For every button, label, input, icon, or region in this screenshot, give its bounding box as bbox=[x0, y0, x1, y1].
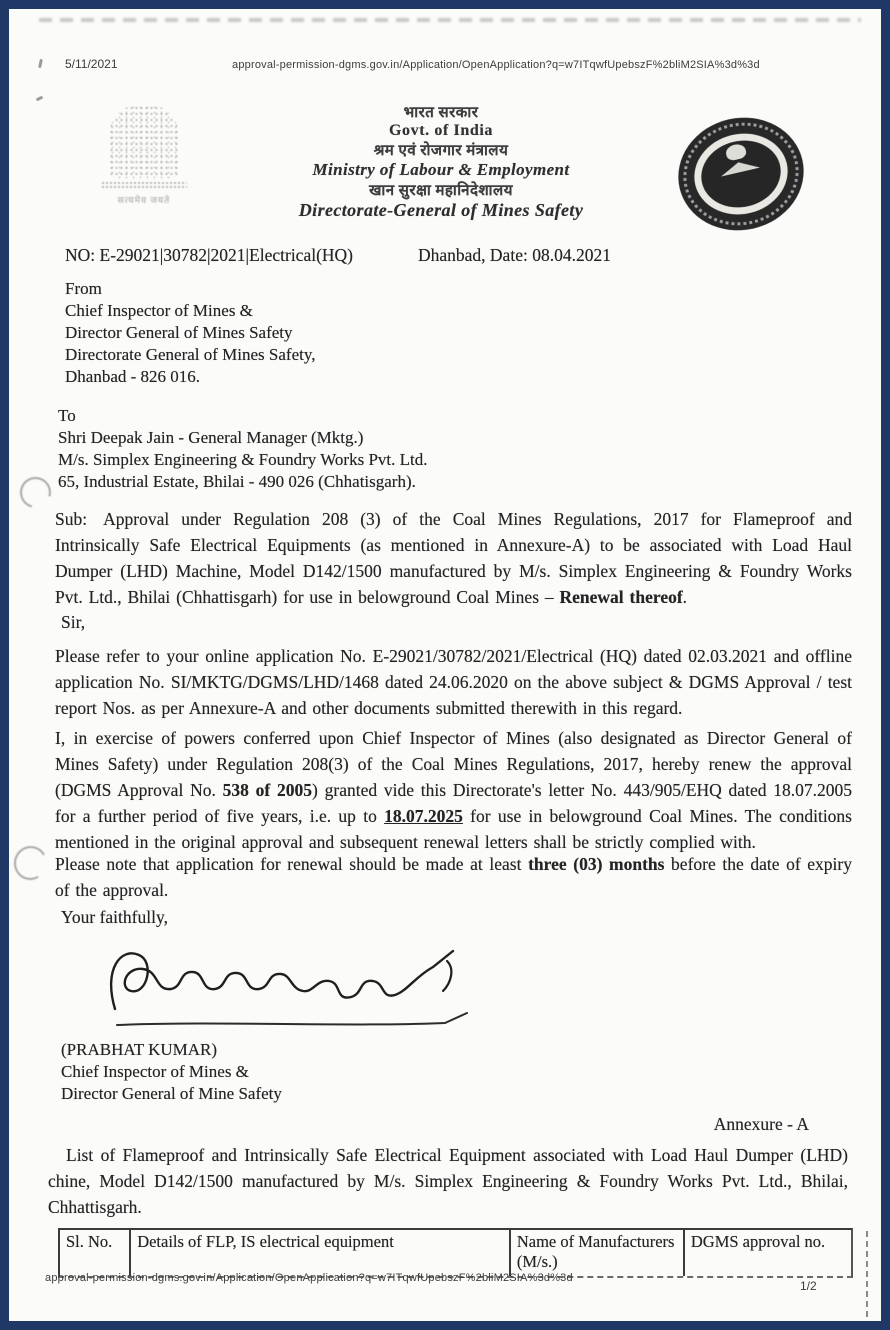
table-header-manufacturer: Name of Manufacturers (M/s.) bbox=[511, 1230, 685, 1276]
salutation: Sir, bbox=[61, 612, 86, 632]
from-address bbox=[65, 278, 315, 388]
punch-hole-mark bbox=[14, 471, 56, 513]
signatory-title-2: Director General of Mine Safety bbox=[61, 1084, 282, 1103]
p2-approval-no: 538 of 2005 bbox=[222, 780, 313, 800]
subject-end: . bbox=[682, 587, 688, 607]
punch-hole-mark bbox=[10, 842, 51, 883]
annexure-table bbox=[58, 1228, 853, 1278]
scan-dash-artifact bbox=[866, 1231, 868, 1327]
subject-paragraph bbox=[55, 506, 852, 610]
to-label: To bbox=[58, 406, 76, 425]
p2-seg3: for use in belowground Coal Mines. The conditions mentioned in the original approval and subsequent renewal letters shall be strictly complied with. bbox=[55, 806, 852, 852]
from-line: Directorate General of Mines Safety, bbox=[65, 345, 316, 364]
table-header-approval-no: DGMS approval no. bbox=[690, 1232, 826, 1251]
table-header-sl-no: Sl. No. bbox=[60, 1230, 131, 1276]
reference-number: NO: E-29021|30782|2021|Electrical(HQ) bbox=[65, 245, 354, 265]
p3-seg2: before the date of expiry of the approval. bbox=[55, 854, 852, 900]
signatory-name: (PRABHAT KUMAR) bbox=[61, 1040, 218, 1059]
from-label: From bbox=[65, 279, 102, 298]
p2-seg1: I, in exercise of powers conferred upon Chief Inspector of Mines (also designated as Director General of Mines Safety) under Regulation 208(3) of the Coal Mines Regulations, 2017, hereby renew the approval (DGMS Approval No. bbox=[55, 728, 852, 800]
signatory-block bbox=[61, 1039, 282, 1105]
subject-prefix: Sub: bbox=[55, 509, 88, 529]
table-header-details: Details of FLP, IS electrical equipment bbox=[131, 1230, 511, 1276]
signatory-title-1: Chief Inspector of Mines & bbox=[61, 1062, 249, 1081]
directorate-hindi: खान सुरक्षा महानिदेशालय bbox=[369, 183, 513, 199]
p3-notice-period: three (03) months bbox=[528, 854, 665, 874]
from-line: Director General of Mines Safety bbox=[65, 323, 293, 342]
ministry-hindi: श्रम एवं रोजगार मंत्रालय bbox=[373, 143, 509, 159]
signature-scrawl-icon bbox=[95, 939, 495, 1041]
place-and-date: Dhanbad, Date: 08.04.2021 bbox=[418, 245, 611, 265]
p3-seg1: Please note that application for renewal should be made at least bbox=[55, 854, 529, 874]
directorate-name: Directorate-General of Mines Safety bbox=[298, 200, 584, 220]
from-line: Dhanbad - 826 016. bbox=[65, 367, 201, 386]
subject-text: Approval under Regulation 208 (3) of the Coal Mines Regulations, 2017 for Flameproof and Intrinsically Safe Electrical Equipments (as mentioned in Annexure-A) to be associated with Load Haul Dumper (LHD) Machine, Model D142/1500 manufactured by M/s. Simplex Engineering & Foundry Works Pvt. Ltd., Bhilai (Chhattisgarh) for use in belowground Coal Mines – bbox=[55, 509, 852, 607]
letterhead bbox=[161, 102, 721, 221]
annexure-label: Annexure - A bbox=[713, 1114, 809, 1134]
body-paragraph-2 bbox=[55, 725, 852, 855]
ministry-name: Ministry of Labour & Employment bbox=[312, 160, 570, 179]
scan-streak-artifact bbox=[39, 18, 861, 22]
page-number: 1/2 bbox=[800, 1279, 817, 1293]
to-line: M/s. Simplex Engineering & Foundry Works Pvt. Ltd. bbox=[58, 450, 428, 469]
print-header-url: approval-permission-dgms.gov.in/Application/OpenApplication?q=w7ITqwfUpebszF%2bliM2SIA%3d%3d bbox=[232, 59, 760, 71]
body-paragraph-3 bbox=[55, 851, 852, 903]
to-line: 65, Industrial Estate, Bhilai - 490 026 (Chhatisgarh). bbox=[58, 472, 416, 491]
closing-phrase: Your faithfully, bbox=[61, 907, 168, 927]
p2-seg2: ) granted vide this Directorate's letter No. 443/905/EHQ dated 18.07.2005 for a further period of five years, i.e. up to bbox=[55, 780, 852, 826]
emblem-motto: सत्यमेव जयते bbox=[117, 195, 171, 205]
to-address bbox=[58, 405, 427, 493]
print-footer-url: approval-permission-dgms.gov.in/Application/OpenApplication?q=w7ITqwfUpebszF%2bliM2SIA%3d%3d bbox=[45, 1272, 573, 1284]
p2-expiry-date: 18.07.2025 bbox=[384, 806, 463, 826]
to-line: Shri Deepak Jain - General Manager (Mktg.) bbox=[58, 428, 364, 447]
annexure-intro: List of Flameproof and Intrinsically Safe Electrical Equipment associated with Load Haul Dumper (LHD) chine, Model D142/1500 manufactured by M/s. Simplex Engineering & Foundry Works Pvt. Ltd., Bhilai, Chhattisgarh. bbox=[48, 1145, 848, 1217]
ink-speck bbox=[36, 96, 44, 102]
from-line: Chief Inspector of Mines & bbox=[65, 301, 253, 320]
signature-handwriting bbox=[95, 939, 495, 1041]
govt-of-india-hindi: भारत सरकार bbox=[403, 105, 479, 121]
govt-of-india: Govt. of India bbox=[389, 122, 493, 139]
body-paragraph-1: Please refer to your online application No. E-29021/30782/2021/Electrical (HQ) dated 02.03.2021 and offline application No. SI/MKTG/DGMS/LHD/1468 dated 24.06.2020 on the above subject & DGMS Approval / test report Nos. as per Annexure-A and other documents submitted therewith in this regard. bbox=[55, 646, 852, 718]
subject-bold: Renewal thereof bbox=[559, 587, 683, 607]
print-date: 5/11/2021 bbox=[65, 57, 118, 71]
ink-speck bbox=[38, 59, 43, 68]
